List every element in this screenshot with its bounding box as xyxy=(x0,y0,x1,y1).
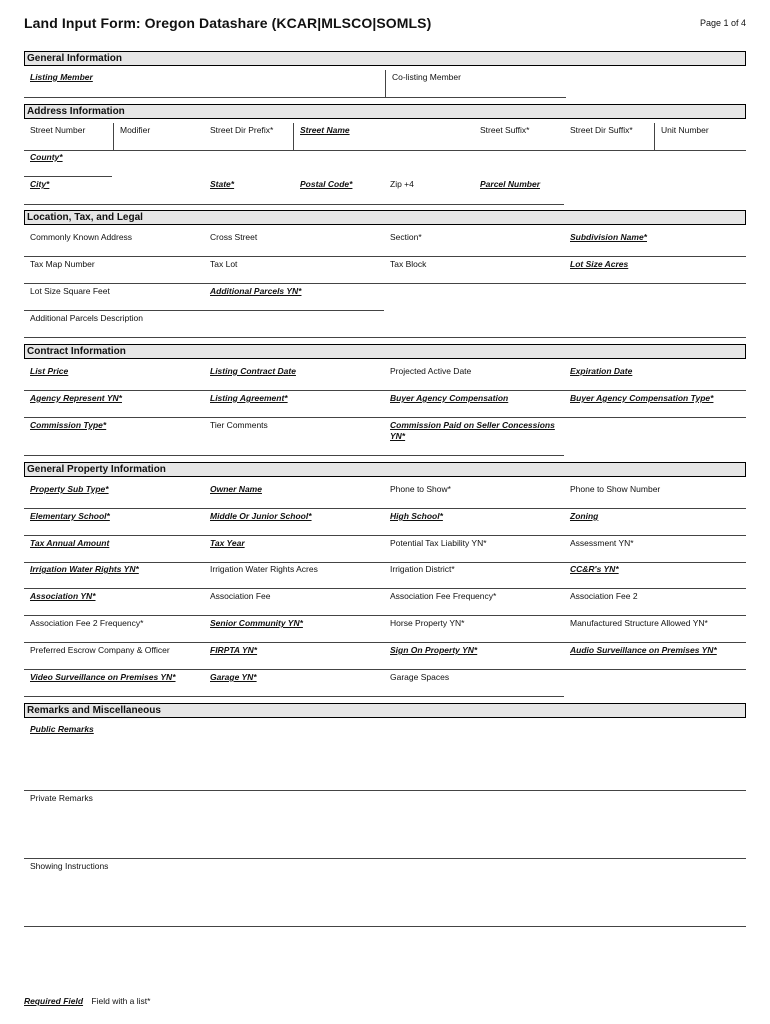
listing-agreement-field[interactable]: Listing Agreement* xyxy=(204,391,384,418)
section-remarks-misc: Remarks and Miscellaneous xyxy=(24,703,746,718)
middle-school-field[interactable]: Middle Or Junior School* xyxy=(204,509,384,536)
commission-seller-concessions-field[interactable]: Commission Paid on Seller Concessions YN* xyxy=(384,418,564,456)
modifier-field[interactable]: Modifier xyxy=(114,123,204,151)
public-remarks-field[interactable]: Public Remarks xyxy=(24,722,746,791)
listing-contract-date-field[interactable]: Listing Contract Date xyxy=(204,364,384,391)
horse-property-field[interactable]: Horse Property YN* xyxy=(384,616,564,643)
state-field[interactable]: State* xyxy=(204,177,294,205)
irrigation-water-rights-field[interactable]: Irrigation Water Rights YN* xyxy=(24,562,204,589)
senior-community-field[interactable]: Senior Community YN* xyxy=(204,616,384,643)
tax-map-number-field[interactable]: Tax Map Number xyxy=(24,257,204,284)
city-field[interactable]: City* xyxy=(24,177,204,205)
expiration-date-field[interactable]: Expiration Date xyxy=(564,364,746,391)
video-surveillance-field[interactable]: Video Surveillance on Premises YN* xyxy=(24,670,204,697)
tax-annual-amount-field[interactable]: Tax Annual Amount xyxy=(24,536,204,563)
street-dir-suffix-field[interactable]: Street Dir Suffix* xyxy=(564,123,655,151)
association-fee-frequency-field[interactable]: Association Fee Frequency* xyxy=(384,589,564,616)
page-number: Page 1 of 4 xyxy=(699,18,746,28)
section-field[interactable]: Section* xyxy=(384,230,564,257)
firpta-field[interactable]: FIRPTA YN* xyxy=(204,643,384,670)
ccrs-field[interactable]: CC&R's YN* xyxy=(564,562,746,589)
zip-plus-four-field[interactable]: Zip +4 xyxy=(384,177,474,205)
showing-instructions-field[interactable]: Showing Instructions xyxy=(24,859,746,927)
section-general-property-information: General Property Information xyxy=(24,462,746,477)
projected-active-date-field[interactable]: Projected Active Date xyxy=(384,364,564,391)
buyer-agency-compensation-field[interactable]: Buyer Agency Compensation xyxy=(384,391,564,418)
street-name-field[interactable]: Street Name xyxy=(294,123,474,151)
section-contract-information: Contract Information xyxy=(24,344,746,359)
page-title: Land Input Form: Oregon Datashare (KCAR|MLSCO|SOMLS) xyxy=(24,15,432,31)
street-suffix-field[interactable]: Street Suffix* xyxy=(474,123,564,151)
list-price-field[interactable]: List Price xyxy=(24,364,204,391)
street-dir-prefix-field[interactable]: Street Dir Prefix* xyxy=(204,123,294,151)
association-fee-field[interactable]: Association Fee xyxy=(204,589,384,616)
phone-to-show-number-field[interactable]: Phone to Show Number xyxy=(564,482,746,509)
colisting-member-field[interactable]: Co-listing Member xyxy=(386,70,566,98)
section-location-tax-legal: Location, Tax, and Legal xyxy=(24,210,746,225)
commonly-known-address-field[interactable]: Commonly Known Address xyxy=(24,230,204,257)
postal-code-field[interactable]: Postal Code* xyxy=(294,177,384,205)
audio-surveillance-field[interactable]: Audio Surveillance on Premises YN* xyxy=(564,643,746,670)
high-school-field[interactable]: High School* xyxy=(384,509,564,536)
property-sub-type-field[interactable]: Property Sub Type* xyxy=(24,482,204,509)
lot-size-sqft-field[interactable]: Lot Size Square Feet xyxy=(24,284,204,311)
buyer-agency-compensation-type-field[interactable]: Buyer Agency Compensation Type* xyxy=(564,391,746,418)
section-general-information: General Information xyxy=(24,51,746,66)
tier-comments-field[interactable]: Tier Comments xyxy=(204,418,384,456)
agency-represent-field[interactable]: Agency Represent YN* xyxy=(24,391,204,418)
additional-parcels-description-field[interactable]: Additional Parcels Description xyxy=(24,311,746,338)
manufactured-structure-field[interactable]: Manufactured Structure Allowed YN* xyxy=(564,616,746,643)
section-address-information: Address Information xyxy=(24,104,746,119)
legend-required-field: Required Field xyxy=(24,996,84,1006)
garage-spaces-field[interactable]: Garage Spaces xyxy=(384,670,564,697)
irrigation-district-field[interactable]: Irrigation District* xyxy=(384,562,564,589)
tax-year-field[interactable]: Tax Year xyxy=(204,536,384,563)
association-fee-2-field[interactable]: Association Fee 2 xyxy=(564,589,746,616)
garage-field[interactable]: Garage YN* xyxy=(204,670,384,697)
street-number-field[interactable]: Street Number xyxy=(24,123,114,151)
legend-list-field: Field with a list* xyxy=(91,996,151,1006)
association-yn-field[interactable]: Association YN* xyxy=(24,589,204,616)
unit-number-field[interactable]: Unit Number xyxy=(655,123,746,151)
owner-name-field[interactable]: Owner Name xyxy=(204,482,384,509)
commission-type-field[interactable]: Commission Type* xyxy=(24,418,204,456)
listing-member-field[interactable]: Listing Member xyxy=(24,70,386,98)
irrigation-water-rights-acres-field[interactable]: Irrigation Water Rights Acres xyxy=(204,562,384,589)
phone-to-show-field[interactable]: Phone to Show* xyxy=(384,482,564,509)
lot-size-acres-field[interactable]: Lot Size Acres xyxy=(564,257,746,284)
private-remarks-field[interactable]: Private Remarks xyxy=(24,791,746,859)
zoning-field[interactable]: Zoning xyxy=(564,509,746,536)
assessment-field[interactable]: Assessment YN* xyxy=(564,536,746,563)
preferred-escrow-field[interactable]: Preferred Escrow Company & Officer xyxy=(24,643,204,670)
subdivision-name-field[interactable]: Subdivision Name* xyxy=(564,230,746,257)
association-fee-2-frequency-field[interactable]: Association Fee 2 Frequency* xyxy=(24,616,204,643)
sign-on-property-field[interactable]: Sign On Property YN* xyxy=(384,643,564,670)
additional-parcels-field[interactable]: Additional Parcels YN* xyxy=(204,284,384,311)
cross-street-field[interactable]: Cross Street xyxy=(204,230,384,257)
legend xyxy=(24,996,156,1006)
county-field[interactable]: County* xyxy=(24,150,112,177)
elementary-school-field[interactable]: Elementary School* xyxy=(24,509,204,536)
tax-lot-field[interactable]: Tax Lot xyxy=(204,257,384,284)
potential-tax-liability-field[interactable]: Potential Tax Liability YN* xyxy=(384,536,564,563)
parcel-number-field[interactable]: Parcel Number xyxy=(474,177,564,205)
tax-block-field[interactable]: Tax Block xyxy=(384,257,564,284)
